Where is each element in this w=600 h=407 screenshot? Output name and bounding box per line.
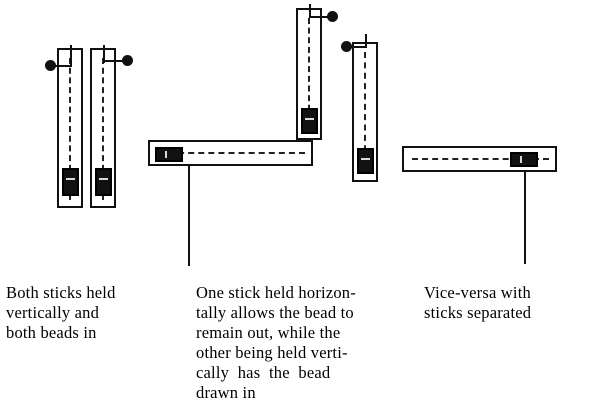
caption-line: remain out, while the [196, 323, 341, 342]
cord-knob-middle [327, 11, 338, 22]
cord-middle-drop [309, 4, 311, 18]
cord-middle-top [309, 16, 329, 18]
caption-line: vertically and [6, 303, 100, 322]
cord-knob-left [45, 60, 56, 71]
cord-right-drop [103, 45, 105, 63]
caption-line: sticks separated [424, 303, 532, 322]
bead-right-in [95, 168, 112, 196]
caption-one-stick-horizontal [196, 283, 411, 403]
cord-hanging-middle [188, 166, 190, 266]
caption-vice-versa-separated [424, 283, 594, 323]
caption-line: drawn in [196, 383, 256, 402]
caption-both-sticks-vertical [6, 283, 186, 343]
caption-line: Both sticks held [6, 283, 116, 302]
bead-horizontal-out [155, 147, 183, 162]
bead-horizontal-right-out [510, 152, 538, 167]
caption-line: tally allows the bead to [196, 303, 354, 322]
cord-knob-right [122, 55, 133, 66]
caption-line: other being held verti- [196, 343, 348, 362]
bead-left-in [62, 168, 79, 196]
cord-left-drop [70, 45, 72, 67]
caption-line: cally has the bead [196, 363, 331, 382]
bead-vertical-middle-in [301, 108, 318, 134]
cord-hanging-right [524, 172, 526, 264]
caption-line: Vice-versa with [424, 283, 531, 302]
bead-vertical-right-out [357, 148, 374, 174]
caption-line: both beads in [6, 323, 97, 342]
cord-knob-right-group [341, 41, 352, 52]
cord-right-group-drop [365, 34, 367, 48]
caption-line: One stick held horizon- [196, 283, 356, 302]
